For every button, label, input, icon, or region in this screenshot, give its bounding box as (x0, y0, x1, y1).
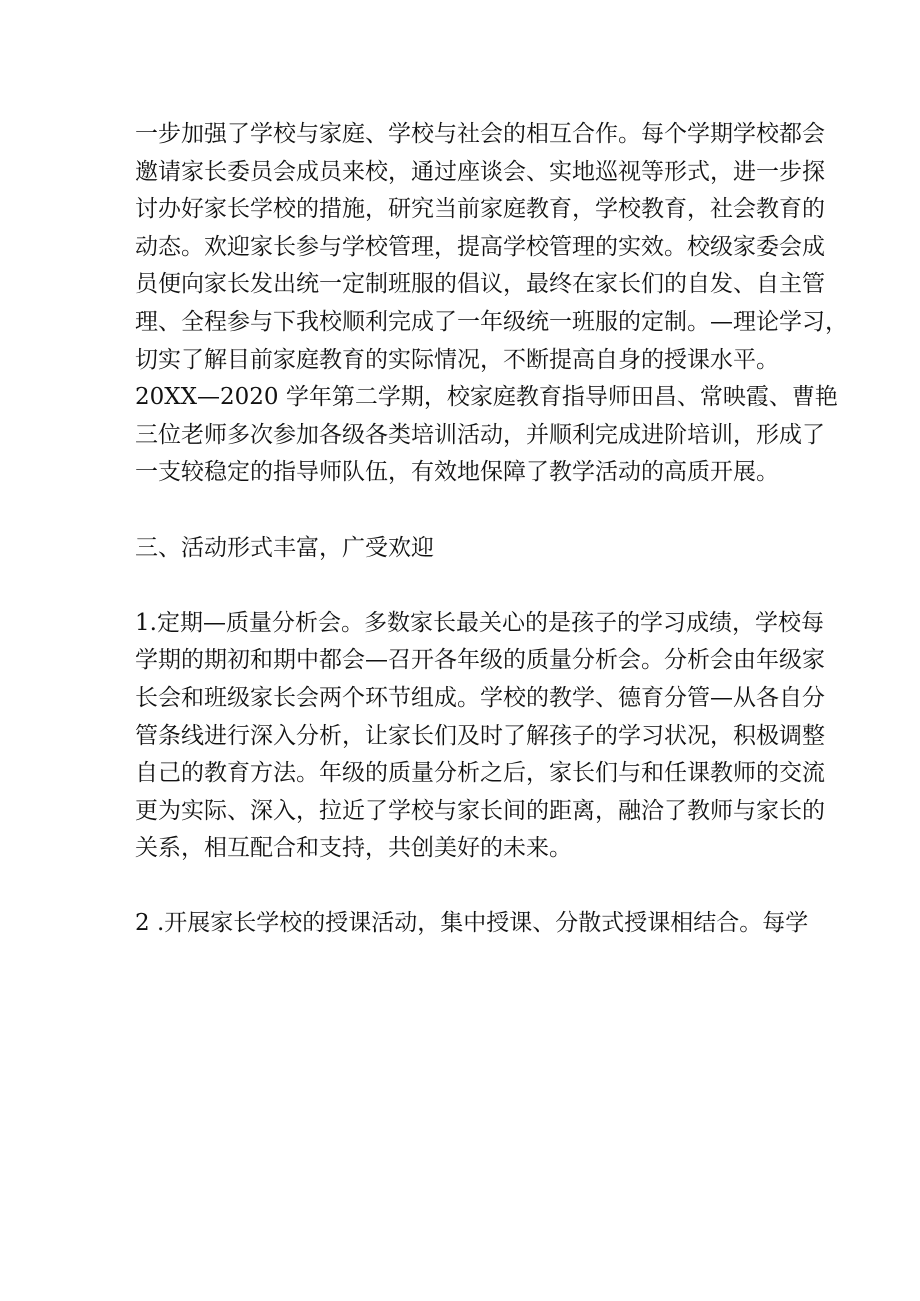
text-line: 动态。欢迎家长参与学校管理，提高学校管理的实效。校级家委会成 (135, 233, 825, 260)
text-line: 关系，相互配合和支持，共创美好的未来。 (135, 835, 572, 862)
text-line: 1.定期—质量分析会。多数家长最关心的是孩子的学习成绩，学校每 (135, 609, 824, 636)
paragraph-parent-school-lectures (135, 905, 809, 943)
paragraph-spacer (135, 567, 785, 605)
text-line: 更为实际、深入，拉近了学校与家长间的距离，融洽了教师与家长的 (135, 797, 825, 824)
text-line: 一支较稳定的指导师队伍，有效地保障了教学活动的高质开展。 (135, 459, 779, 486)
text-line: 三位老师多次参加各级各类培训活动，并顺利完成进阶培训，形成了 (135, 421, 825, 448)
text-line: 长会和班级家长会两个环节组成。学校的教学、德育分管—从各自分 (135, 684, 825, 711)
paragraph-parent-school-cooperation (135, 116, 848, 492)
paragraph-spacer (135, 868, 785, 906)
document-body (135, 116, 848, 943)
text-line: 20XX—2020 学年第二学期，校家庭教育指导师田昌、常映霞、曹艳 (135, 384, 838, 411)
section-heading-text: 三、活动形式丰富，广受欢迎 (135, 534, 434, 561)
text-line: 自己的教育方法。年级的质量分析之后，家长们与和任课教师的交流 (135, 760, 825, 787)
text-line: 管条线进行深入分析，让家长们及时了解孩子的学习状况，积极调整 (135, 722, 825, 749)
paragraph-spacer (135, 492, 785, 530)
text-line: 学期的期初和期中都会—召开各年级的质量分析会。分析会由年级家 (135, 647, 825, 674)
text-line: 讨办好家长学校的措施，研究当前家庭教育，学校教育，社会教育的 (135, 196, 825, 223)
text-line: 一步加强了学校与家庭、学校与社会的相互合作。每个学期学校都会 (135, 121, 825, 147)
text-line: 2 .开展家长学校的授课活动，集中授课、分散式授课相结合。每学 (135, 910, 809, 937)
text-line: 理、全程参与下我校顺利完成了一年级统一班服的定制。—理论学习， (135, 308, 848, 335)
section-heading-activities (135, 530, 785, 568)
text-line: 员便向家长发出统一定制班服的倡议，最终在家长们的自发、自主管 (135, 271, 825, 298)
paragraph-quality-analysis-meeting (135, 605, 825, 868)
text-line: 邀请家长委员会成员来校，通过座谈会、实地巡视等形式，进一步探 (135, 158, 825, 185)
text-line: 切实了解目前家庭教育的实际情况，不断提高自身的授课水平。 (135, 346, 779, 373)
